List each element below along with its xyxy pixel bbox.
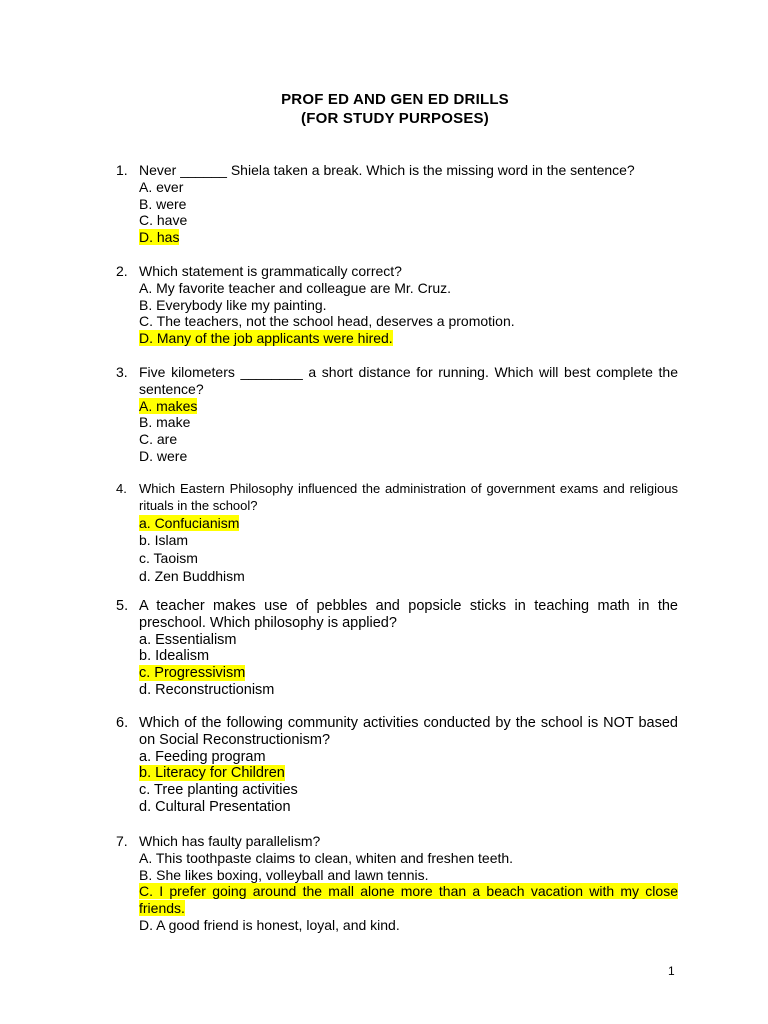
question-number: 7. [116,833,128,849]
option-a: A. My favorite teacher and colleague are Mr. Cruz. [139,279,452,296]
option-a-answer: A. makes [139,397,198,414]
question-stem: Never ______ Shiela taken a break. Which is the missing word in the sentence? [139,162,635,178]
option-c-answer: c. Progressivism [139,665,246,682]
question-number: 1. [116,162,128,178]
option-a: a. Feeding program [139,748,266,765]
question-number: 2. [116,263,128,279]
option-b: B. Everybody like my painting. [139,296,327,313]
option-d-answer: D. has [139,229,180,246]
option-c: c. Tree planting activities [139,782,298,799]
question-stem: Which statement is grammatically correct? [139,263,402,279]
document-subtitle: (FOR STUDY PURPOSES) [301,110,489,127]
page-number: 1 [668,964,675,978]
option-c: c. Taoism [139,550,198,567]
question-7 [116,833,678,934]
option-b: B. She likes boxing, volleyball and lawn tennis. [139,866,429,883]
option-b: b. Islam [139,532,189,549]
document-title: PROF ED AND GEN ED DRILLS [281,91,509,108]
question-number: 6. [116,715,129,731]
option-a-answer: a. Confucianism [139,514,240,531]
question-stem: Five kilometers ________ a short distance for running. Which will best complete the sentence? [139,364,678,397]
question-number: 4. [116,481,127,496]
option-c-answer: C. I prefer going around the mall alone more than a beach vacation with my close friends. [139,883,678,917]
question-stem: Which of the following community activities conducted by the school is NOT based on Social Reconstructionism? [139,715,678,748]
question-2 [116,263,678,347]
option-c: C. have [139,212,188,229]
option-c: C. The teachers, not the school head, deserves a promotion. [139,313,515,330]
question-stem: Which Eastern Philosophy influenced the administration of government exams and religious rituals in the school? [139,481,678,513]
question-5 [116,598,678,699]
option-b-answer: b. Literacy for Children [139,765,285,782]
option-d-answer: D. Many of the job applicants were hired. [139,330,393,347]
option-d: D. were [139,447,188,464]
option-a: a. Essentialism [139,631,237,648]
question-number: 3. [116,364,128,380]
question-stem: A teacher makes use of pebbles and popsicle sticks in teaching math in the preschool. Which philosophy is applied? [139,598,678,631]
option-c: C. are [139,431,178,448]
question-3 [116,364,678,465]
option-d: d. Cultural Presentation [139,798,291,815]
option-b: B. make [139,414,191,431]
option-a: A. This toothpaste claims to clean, whiten and freshen teeth. [139,849,514,866]
option-a: A. ever [139,178,184,195]
question-6 [116,715,678,816]
option-b: B. were [139,195,187,212]
question-stem: Which has faulty parallelism? [139,833,321,849]
option-b: b. Idealism [139,648,210,665]
option-d: D. A good friend is honest, loyal, and kind. [139,916,400,933]
option-d: d. Reconstructionism [139,681,275,698]
question-1 [116,162,678,246]
option-d: d. Zen Buddhism [139,567,245,584]
question-4 [116,481,678,586]
question-number: 5. [116,598,129,614]
